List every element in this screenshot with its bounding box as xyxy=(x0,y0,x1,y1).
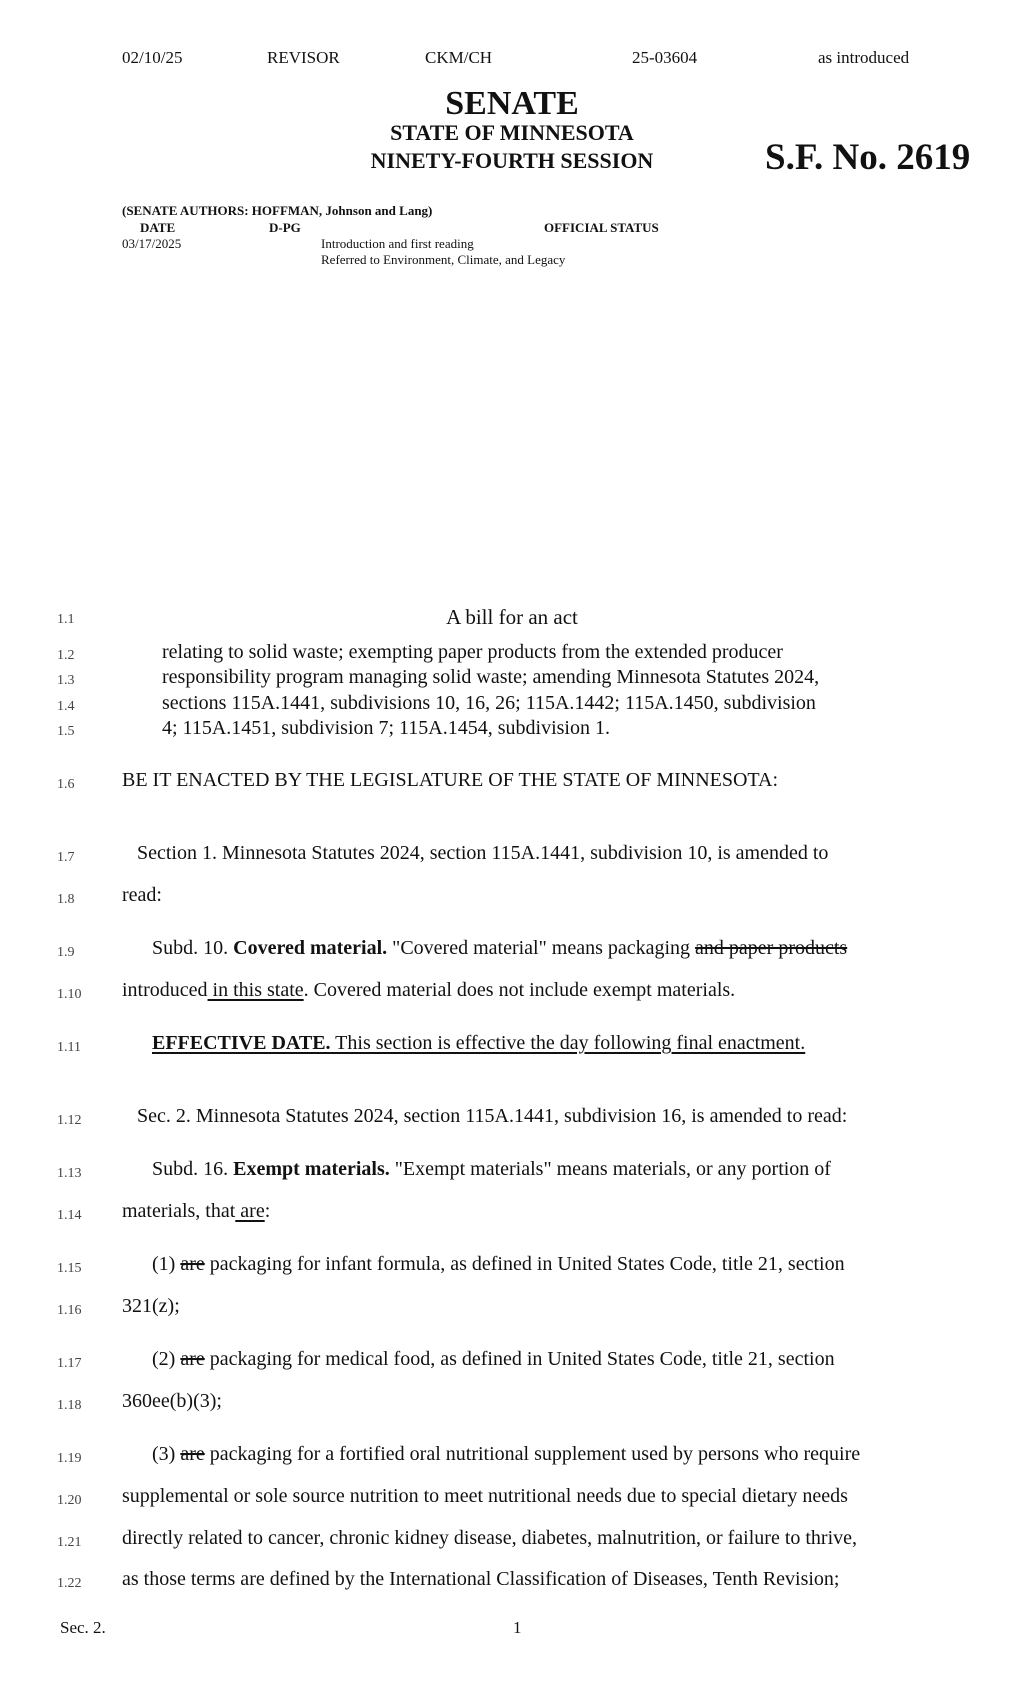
chamber-title: SENATE xyxy=(445,85,579,122)
session-title: NINETY-FOURTH SESSION xyxy=(370,148,654,173)
subd-10-line-cont xyxy=(122,979,735,1002)
line-number: 1.1 xyxy=(57,612,75,627)
clause-3 xyxy=(152,1443,860,1466)
entry-date: 03/17/2025 xyxy=(122,236,182,251)
title-line: responsibility program managing solid waste; amending Minnesota Statutes 2024, xyxy=(162,666,820,688)
clause-label: (2) xyxy=(152,1348,181,1370)
deleted-text: are xyxy=(180,1253,205,1275)
line-number: 1.7 xyxy=(57,850,75,865)
line-number: 1.18 xyxy=(57,1398,82,1413)
line-number: 1.12 xyxy=(57,1113,82,1128)
title-line: relating to solid waste; exempting paper products from the extended producer xyxy=(162,641,783,663)
clause-3-cont: supplemental or sole source nutrition to meet nutritional needs due to special dietary needs xyxy=(122,1485,848,1507)
line-number: 1.15 xyxy=(57,1261,82,1276)
definition-text: "Exempt materials" means materials, or any portion of xyxy=(389,1158,831,1180)
clause-1 xyxy=(152,1253,845,1276)
line-number: 1.17 xyxy=(57,1356,82,1371)
line-number: 1.6 xyxy=(57,777,75,792)
deleted-text: are xyxy=(180,1443,205,1465)
header-date: 02/10/25 xyxy=(122,48,183,67)
header-office: REVISOR xyxy=(267,48,340,67)
line-number: 1.9 xyxy=(57,945,75,960)
clause-3-cont: as those terms are defined by the International Classification of Diseases, Tenth Revision; xyxy=(122,1568,840,1590)
defined-term: Covered material. xyxy=(233,937,388,959)
line-number: 1.8 xyxy=(57,892,75,907)
text: : xyxy=(264,1200,271,1222)
header-doc-number: 25-03604 xyxy=(632,48,698,67)
subd-label: Subd. 10. xyxy=(152,937,234,959)
bill-number: S.F. No. 2619 xyxy=(765,137,971,178)
deleted-text: are xyxy=(180,1348,205,1370)
title-line: sections 115A.1441, subdivisions 10, 16, 26; 115A.1442; 115A.1450, subdivision xyxy=(162,692,816,714)
col-dpg: D-PG xyxy=(269,220,301,235)
section-1-heading: Section 1. Minnesota Statutes 2024, section 115A.1441, subdivision 10, is amended to xyxy=(137,842,829,864)
line-number: 1.11 xyxy=(57,1040,81,1055)
line-number: 1.13 xyxy=(57,1166,82,1181)
effective-date-label: EFFECTIVE DATE. xyxy=(152,1032,331,1054)
text: packaging for medical food, as defined in United States Code, title 21, section xyxy=(204,1348,835,1370)
line-number: 1.22 xyxy=(57,1576,82,1591)
line-number: 1.3 xyxy=(57,673,75,688)
inserted-text: are xyxy=(235,1200,265,1222)
enacting-clause: BE IT ENACTED BY THE LEGISLATURE OF THE STATE OF MINNESOTA: xyxy=(122,769,779,791)
subd-label: Subd. 16. xyxy=(152,1158,234,1180)
section-1-heading-cont: read: xyxy=(122,884,162,906)
line-number: 1.5 xyxy=(57,724,75,739)
effective-date-line xyxy=(152,1032,805,1055)
line-number: 1.20 xyxy=(57,1493,82,1508)
line-number: 1.21 xyxy=(57,1535,82,1550)
clause-3-cont: directly related to cancer, chronic kidney disease, diabetes, malnutrition, or failure to thrive, xyxy=(122,1527,858,1549)
text: packaging for a fortified oral nutritional supplement used by persons who require xyxy=(204,1443,861,1465)
clause-label: (1) xyxy=(152,1253,181,1275)
defined-term: Exempt materials. xyxy=(233,1158,390,1180)
inserted-text: This section is effective the day following final enactment. xyxy=(330,1032,806,1054)
line-number: 1.2 xyxy=(57,648,75,663)
subd-16-line-cont xyxy=(122,1200,270,1223)
text: materials, that xyxy=(122,1200,236,1222)
authors-line: (SENATE AUTHORS: HOFFMAN, Johnson and Lang) xyxy=(122,203,433,218)
footer-section: Sec. 2. xyxy=(60,1618,106,1637)
entry-status-2: Referred to Environment, Climate, and Legacy xyxy=(321,252,566,267)
text: packaging for infant formula, as defined in United States Code, title 21, section xyxy=(204,1253,845,1275)
line-number: 1.14 xyxy=(57,1208,82,1223)
line-number: 1.10 xyxy=(57,987,82,1002)
page-number: 1 xyxy=(513,1618,522,1637)
header-drafter: CKM/CH xyxy=(425,48,493,67)
line-number: 1.16 xyxy=(57,1303,82,1318)
col-official-status: OFFICIAL STATUS xyxy=(544,220,659,235)
text: introduced xyxy=(122,979,208,1001)
entry-status-1: Introduction and first reading xyxy=(321,236,474,251)
clause-2-cont: 360ee(b)(3); xyxy=(122,1390,222,1412)
clause-label: (3) xyxy=(152,1443,181,1465)
section-2-heading: Sec. 2. Minnesota Statutes 2024, section 115A.1441, subdivision 16, is amended to read: xyxy=(137,1105,848,1127)
text: . Covered material does not include exempt materials. xyxy=(303,979,736,1001)
state-title: STATE OF MINNESOTA xyxy=(390,120,634,145)
clause-2 xyxy=(152,1348,835,1371)
header-status: as introduced xyxy=(818,48,910,67)
definition-text: "Covered material" means packaging xyxy=(387,937,696,959)
col-date: DATE xyxy=(140,220,176,235)
subd-16-line xyxy=(152,1158,831,1181)
subd-10-line xyxy=(152,937,847,960)
line-number: 1.19 xyxy=(57,1451,82,1466)
inserted-text: in this state xyxy=(207,979,304,1001)
bill-heading: A bill for an act xyxy=(446,605,578,629)
clause-1-cont: 321(z); xyxy=(122,1295,180,1317)
deleted-text: and paper products xyxy=(695,937,848,959)
line-number: 1.4 xyxy=(57,699,75,714)
title-line: 4; 115A.1451, subdivision 7; 115A.1454, subdivision 1. xyxy=(162,717,610,739)
